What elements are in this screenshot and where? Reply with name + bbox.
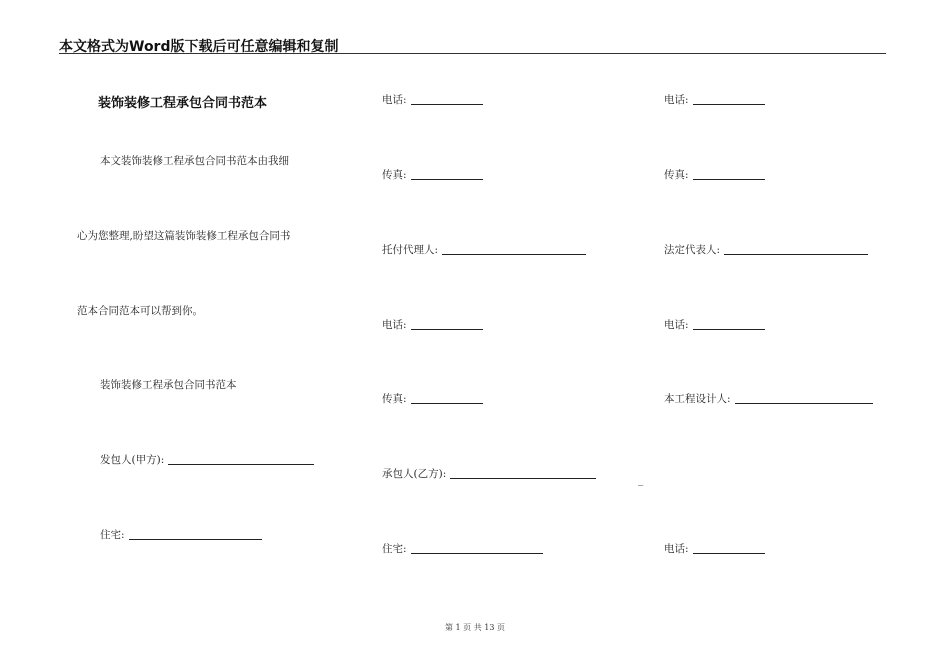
agent-phone-label: 电话: [382, 319, 407, 331]
right-phone-blank-2 [693, 319, 765, 330]
employer-fax-blank [411, 169, 483, 180]
contractor-residence-blank [411, 543, 543, 554]
employer-phone-blank [411, 94, 483, 105]
right-phone-label-1: 电话: [664, 94, 689, 106]
right-phone-field-2 [664, 318, 765, 332]
designer-field [664, 392, 873, 406]
contractor-label: 承包人(乙方): [382, 468, 447, 480]
header-divider [59, 53, 886, 54]
employer-fax-label: 传真: [382, 169, 407, 181]
document-title: 装饰装修工程承包合同书范本 [98, 96, 268, 111]
designer-blank [735, 393, 873, 404]
right-fax-field [664, 168, 765, 182]
contractor-blank [450, 468, 596, 479]
intro-line-3: 范本合同范本可以帮到你。 [77, 305, 203, 317]
employer-blank [168, 454, 314, 465]
page-number: 第 1 页 共 13 页 [445, 623, 505, 632]
intro-line-1: 本文装饰装修工程承包合同书范本由我细 [100, 155, 289, 167]
agent-blank [442, 244, 586, 255]
agent-phone-blank [411, 319, 483, 330]
agent-phone-field [382, 318, 483, 332]
right-phone-field-3 [664, 542, 765, 556]
employer-residence-label: 住宅: [100, 529, 125, 541]
right-phone-blank-1 [693, 94, 765, 105]
employer-phone-field [382, 93, 483, 107]
employer-residence-blank [129, 529, 262, 540]
employer-residence-field [100, 528, 262, 542]
legal-rep-field [664, 243, 868, 257]
right-fax-label: 传真: [664, 169, 689, 181]
document-header: 本文格式为Word版下载后可任意编辑和复制 [59, 39, 339, 55]
employer-label: 发包人(甲方): [100, 454, 165, 466]
agent-fax-blank [411, 393, 483, 404]
contractor-field [382, 467, 596, 481]
agent-fax-field [382, 392, 483, 406]
employer-phone-label: 电话: [382, 94, 407, 106]
contractor-residence-field [382, 542, 543, 556]
trailing-mark: _ [638, 474, 644, 486]
right-phone-label-3: 电话: [664, 543, 689, 555]
agent-field [382, 243, 586, 257]
contractor-residence-label: 住宅: [382, 543, 407, 555]
employer-field [100, 453, 314, 467]
agent-fax-label: 传真: [382, 393, 407, 405]
agent-label: 托付代理人: [382, 244, 439, 256]
right-phone-blank-3 [693, 543, 765, 554]
legal-rep-label: 法定代表人: [664, 244, 721, 256]
right-phone-label-2: 电话: [664, 319, 689, 331]
right-phone-field-1 [664, 93, 765, 107]
designer-label: 本工程设计人: [664, 393, 731, 405]
legal-rep-blank [724, 244, 868, 255]
document-subtitle: 装饰装修工程承包合同书范本 [100, 379, 237, 391]
employer-fax-field [382, 168, 483, 182]
intro-line-2: 心为您整理,盼望这篇装饰装修工程承包合同书 [77, 230, 291, 242]
right-fax-blank [693, 169, 765, 180]
